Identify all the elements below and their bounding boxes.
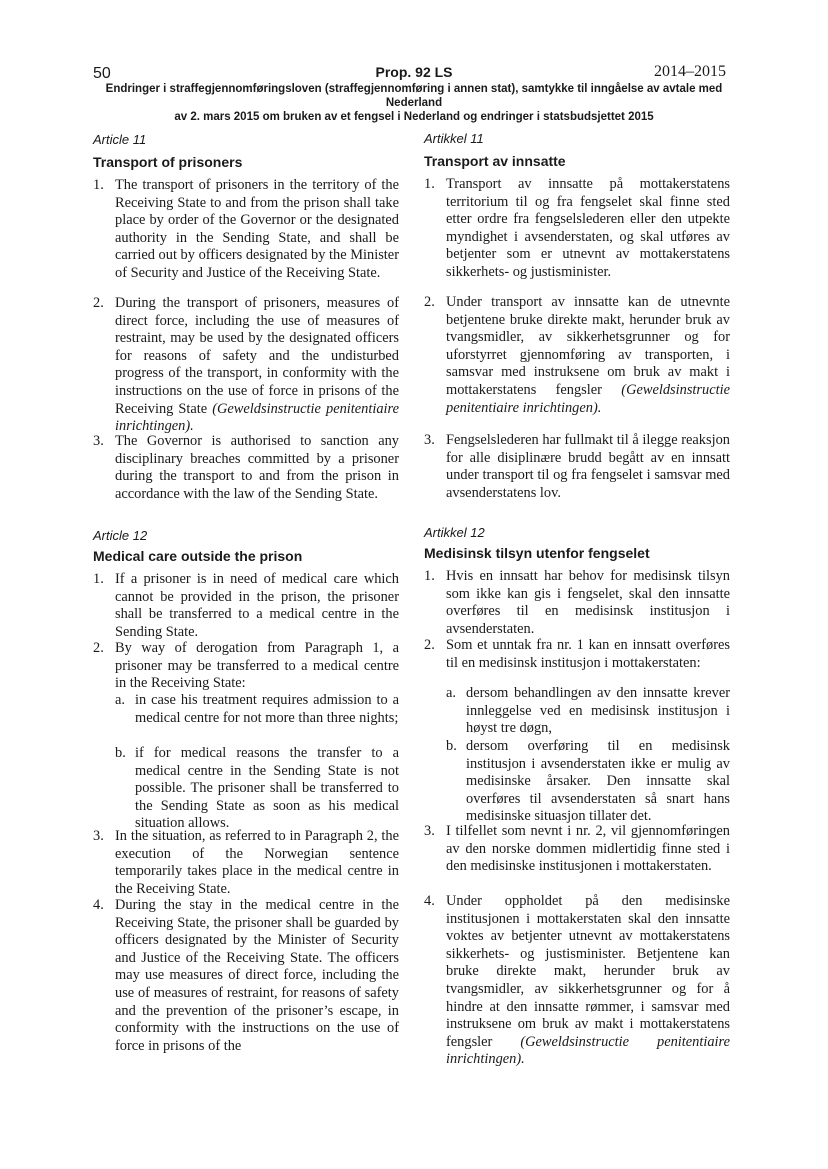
subtitle-line: Endringer i straffegjennomføringsloven (straffegjennomføring i annen stat), samtykke til inngåelse av avtale med Nederland — [105, 83, 723, 109]
paragraph-text: By way of derogation from Paragraph 1, a prisoner may be transferred to a medical centre in the Receiving State: — [115, 640, 399, 692]
paragraph-text: Transport av innsatte på mottakerstatens territorium til og fra fengselet skal finne sted etter ordre fra fengselslederen eller den utpekte myndighet i avsenderstaten, og skal utføres av betjenter som er utnevnt av mottakerstatens sikkerhets- og justisminister. — [446, 176, 730, 280]
artikkel-12-paragraph-4 — [424, 893, 730, 1069]
paragraph-number: 2. — [424, 637, 435, 653]
paragraph-text: I tilfellet som nevnt i nr. 2, vil gjennomføringen av den norske dommen midlertidig finne sted i den medisinske institusjonen i mottakerstaten. — [446, 823, 730, 875]
paragraph-text: Som et unntak fra nr. 1 kan en innsatt overføres til en medisinsk institusjon i mottakerstaten: — [446, 637, 730, 671]
article-12-label: Article 12 — [93, 528, 148, 543]
article-11-label: Article 11 — [93, 132, 147, 147]
paragraph-number: 3. — [424, 432, 435, 448]
artikkel-12-item-b — [446, 738, 730, 826]
article-12-item-a — [115, 692, 399, 727]
article-11-title: Transport of prisoners — [93, 154, 243, 170]
paragraph-text: The Governor is authorised to sanction any disciplinary breaches committed by a prisoner during the transport to and from the prison in accordance with the law of the Sending State. — [115, 433, 399, 502]
artikkel-12-paragraph-1 — [424, 568, 730, 638]
artikkel-12-paragraph-3 — [424, 823, 730, 876]
paragraph-number: 2. — [424, 294, 435, 310]
item-letter: a. — [115, 692, 125, 708]
article-12-paragraph-2 — [93, 640, 399, 693]
item-text: if for medical reasons the transfer to a medical centre in the Sending State is not possible. The prisoner shall be transferred to the Sending State as soon as his medical situation allows. — [135, 745, 399, 832]
paragraph-number: 3. — [93, 433, 104, 449]
artikkel-12-title: Medisinsk tilsyn utenfor fengselet — [424, 545, 650, 561]
artikkel-11-paragraph-1 — [424, 176, 730, 282]
item-text: in case his treatment requires admission to a medical centre for not more than three nights; — [135, 692, 399, 726]
paragraph-text: If a prisoner is in need of medical care which cannot be provided in the prison, the prisoner shall be transferred to a medical centre in the Sending State. — [115, 571, 399, 640]
article-12-paragraph-3 — [93, 828, 399, 898]
paragraph-number: 1. — [93, 571, 104, 587]
artikkel-11-title: Transport av innsatte — [424, 153, 566, 169]
item-text: dersom behandlingen av den innsatte krever innleggelse ved en medisinsk institusjon i høyst tre døgn, — [466, 685, 730, 737]
item-text: dersom overføring til en medisinsk institusjon i avsenderstaten ikke er mulig av medisinske årsaker. Den innsatte skal overføres til avsenderstaten så snart hans medisinske situasjon tillater det. — [466, 738, 730, 825]
artikkel-11-label: Artikkel 11 — [424, 131, 484, 146]
paragraph-number: 4. — [424, 893, 435, 909]
paragraph-number: 3. — [424, 823, 435, 839]
page-number: 50 — [93, 65, 111, 82]
subtitle-line: av 2. mars 2015 om bruken av et fengsel i Nederland og endringer i statsbudsjettet 2015 — [174, 111, 654, 123]
paragraph-text: During the stay in the medical centre in the Receiving State, the prisoner shall be guarded by officers designated by the Minister of Security and Justice of the Receiving State. The officers may use measures of direct force, including the use of measures of restraint, for reasons of safety and the prevention of the prisoner’s escape, in conformity with the instructions on the use of force in prisons of the — [115, 897, 399, 1054]
italic-citation: (Geweldsinstructie penitentiaire inrichtingen). — [446, 1033, 730, 1068]
paragraph-number: 1. — [93, 177, 104, 193]
article-11-paragraph-1 — [93, 177, 399, 283]
paragraph-text: During the transport of prisoners, measures of direct force, including the use of measures of restraint, may be used by the designated officers for reasons of safety and the undisturbed progress of the transport, in conformity with the instructions on the use of force in prisons of the Receiving State — [115, 295, 399, 417]
paragraph-text: Under oppholdet på den medisinske institusjonen i mottakerstaten skal den innsatte voktes av betjenter utnevnt av mottakerstatens sikkerhets- og justisminister. Betjentene kan bruke direkte makt, herunder bruk av tvangsmidler, av sikkerhetsgrunner og for å hindre at den innsatte rømmer, i samsvar med instruksene om bruk av makt i mottakerstatens fengsler — [446, 893, 730, 1050]
running-header-subtitle — [80, 82, 748, 124]
italic-citation: (Geweldsinstructie penitentiaire inrichtingen). — [115, 400, 399, 435]
document-reference: Prop. 92 LS — [375, 64, 453, 80]
artikkel-12-paragraph-2 — [424, 637, 730, 672]
paragraph-number: 1. — [424, 568, 435, 584]
article-11-paragraph-3 — [93, 433, 399, 503]
article-12-item-b — [115, 745, 399, 833]
session-year: 2014–2015 — [654, 63, 726, 80]
artikkel-12-label: Artikkel 12 — [424, 525, 485, 540]
paragraph-text: In the situation, as referred to in Paragraph 2, the execution of the Norwegian sentence temporarily takes place in the medical centre in the Receiving State. — [115, 828, 399, 897]
paragraph-number: 4. — [93, 897, 104, 913]
paragraph-text: Fengselslederen har fullmakt til å ilegge reaksjon for alle disiplinære brudd begått av en innsatt under transport til og fra fengselet i samsvar med avsenderstatens lov. — [446, 432, 730, 501]
artikkel-11-paragraph-2 — [424, 294, 730, 417]
item-letter: b. — [446, 738, 457, 754]
paragraph-number: 1. — [424, 176, 435, 192]
item-letter: a. — [446, 685, 456, 701]
artikkel-12-item-a — [446, 685, 730, 738]
paragraph-number: 2. — [93, 640, 104, 656]
article-12-paragraph-4 — [93, 897, 399, 1055]
paragraph-text: The transport of prisoners in the territory of the Receiving State to and from the prison shall take place by order of the Governor or the designated authority in the Sending State, and shall be carried out by officers designated by the Minister of Security and Justice of the Receiving State. — [115, 177, 399, 281]
paragraph-text: Hvis en innsatt har behov for medisinsk tilsyn som ikke kan gis i fengselet, skal den innsatte overføres til en medisinsk institusjon i avsenderstaten. — [446, 568, 730, 637]
italic-citation: (Geweldsinstructie penitentiaire inrichtingen). — [446, 381, 730, 416]
paragraph-number: 3. — [93, 828, 104, 844]
item-letter: b. — [115, 745, 126, 761]
article-11-paragraph-2 — [93, 295, 399, 436]
article-12-paragraph-1 — [93, 571, 399, 641]
article-12-title: Medical care outside the prison — [93, 548, 303, 564]
artikkel-11-paragraph-3 — [424, 432, 730, 502]
paragraph-text: Under transport av innsatte kan de utnevnte betjentene bruke direkte makt, herunder bruk av tvangsmidler, av sikkerhetsgrunner og for uforstyrret gjennomføring av transporten, i samsvar med instruksene om bruk av makt i mottakerstatens fengsler — [446, 294, 730, 398]
paragraph-number: 2. — [93, 295, 104, 311]
